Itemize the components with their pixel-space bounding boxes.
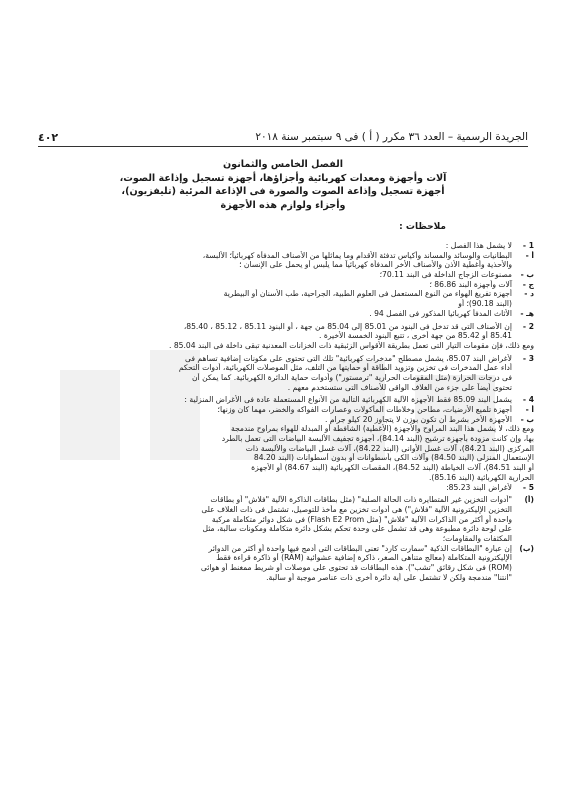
- note-text: الإستعمال المنزلى (البند 84.50) وآلات الكى بأسطوانات أو بدون أسطوانات (البند 84.20: [253, 453, 534, 463]
- note-marker: (ب): [519, 543, 534, 553]
- note-line: [34, 553, 534, 563]
- header-divider: [38, 146, 528, 147]
- note-text: لا يشمل هذا الفصل :: [445, 241, 512, 250]
- page-header: [38, 131, 528, 145]
- note-text: بها، وإن كانت مزودة بأجهزة ترشيح (البند 84.14)، أجهزة تجفيف الألبسة البياضات التى تعمل بالطرد: [221, 434, 534, 444]
- note-line: [34, 280, 534, 290]
- note-text: لأغراض البند 85.07، يشمل مصطلح "مدخرات كهربائية" تلك التى تحتوى على مكونات إضافية تساهم فى: [185, 353, 512, 363]
- note-line: [34, 289, 534, 299]
- note-line: [34, 299, 534, 309]
- note-line: [34, 444, 534, 454]
- note-marker: 2 -: [522, 321, 534, 331]
- note-text: أو البند 84.51)، آلات الخياطة (البند 84.52)، المقصات الكهربائية (البند 84.67) أو الأجهزة: [251, 463, 534, 473]
- chapter-number: الفصل الخامس والثمانون: [222, 159, 343, 170]
- note-text: على لوحة دائرة مطبوعة وهى قد تشمل على وحدة تحكم بشكل دائرة متكاملة ومكونات سالبة، مثل: [202, 524, 512, 534]
- note-text: واحدة أو أكثر من الذاكرات الآلية "فلاش" (مثل Flash E2 Prom) فى شكل دوائر متكاملة مركبة: [211, 514, 512, 524]
- note-line: [34, 341, 534, 351]
- note-line: [34, 331, 534, 341]
- chapter-title-line-2: أجهزة تسجيل وإذاعة الصوت والصورة فى الإذاعة المرئية (تليفزيون)،: [121, 186, 445, 198]
- note-text: المركزى (البند 84.21)، آلات غسل الأوانى (البند 84.22)، آلات غسل البياضات والألبسة ذات: [245, 443, 534, 453]
- note-marker: 4 -: [522, 395, 534, 405]
- note-line: [34, 424, 534, 434]
- page-number: ٤٠٢: [38, 131, 59, 144]
- note-line: [34, 322, 534, 332]
- note-text: ومع ذلك، فإن مقومات التيار التى تعمل بطريقة الأقواس الزئبقية ذات الخزانات المعدنية تبقى داخلة فى البند 85.04 .: [168, 340, 534, 350]
- note-line: [34, 544, 534, 554]
- note-marker: د -: [524, 289, 534, 299]
- note-line: [34, 405, 534, 415]
- note-text: (البند 90.18)؛ أو: [458, 299, 512, 309]
- note-text: مصنوعات الزجاج الداخلة فى البند 70.11؛: [379, 270, 512, 280]
- note-text: أجهزة تلميع الأرضيات، مطاحن وخلاطات المأكولات وعصارات الفواكه والخضر، مهما كان وزنها؛: [217, 405, 512, 414]
- note-line: [34, 505, 534, 515]
- note-text: لأغراض البند 85.23:: [446, 482, 512, 492]
- note-text: أجهزة تفريغ الهواء من النوع المستعمل فى العلوم الطبية، الجراحية، طب الأسنان أو البيطرية: [223, 289, 512, 299]
- note-line: [34, 354, 534, 364]
- notes-body: [34, 241, 534, 582]
- gazette-title: الجريدة الرسمية – العدد ٣٦ مكرر ( أ ) فى ٩ سبتمبر سنة ٢٠١٨: [255, 131, 528, 143]
- note-text: البطانيات والوسائد والمساند وأكياس تدفئة الأقدام وما يماثلها من الأصناف المدفأة كهربائياً؛ الألبسة،: [202, 250, 512, 260]
- note-marker: ب -: [520, 270, 534, 280]
- note-text: فى درجات الحرارة (مثل المقومات الحرارية "ترمستور") وأدوات حماية الدائرة الكهربائية. كما يمكن أن: [191, 372, 512, 382]
- note-text: ومع ذلك، لا يشمل هذا البند المراوح والأجهزة (الأغطية) الشافطة أو المبدلة للهواء بمراوح مندمجة: [230, 424, 534, 434]
- note-line: [34, 415, 534, 425]
- note-marker: ج -: [522, 279, 534, 289]
- note-line: [34, 270, 534, 280]
- note-text: والأحذية وأغطية الأذن والأصناف الأخر المدفأة كهربائياً مما يلبس أو يحمل على الإنسان ؛: [239, 260, 512, 270]
- note-line: [34, 483, 534, 493]
- note-text: يشمل البند 85.09 فقط الأجهزة الآلية الكهربائية التالية من الأنواع المستعملة عادة فى الأغراض المنزلية :: [184, 395, 512, 405]
- note-text: الأجهزة الأخر بشرط أن تكون بوزن لا يتجاوز 20 كيلو جرام .: [325, 414, 512, 424]
- note-text: إن الأصناف التى قد تدخل فى البنود من 85.01 إلى 85.04 من جهة ، أو البنود 85.11 ، 85.12 ، 85.40،: [183, 321, 512, 331]
- note-line: [34, 260, 534, 270]
- note-line: [34, 463, 534, 473]
- note-text: إن عبارة "البطاقات الذكية "سمارت كارد" تعنى البطاقات التى أدمج فيها واحدة أو أكثر من الدوائر: [208, 543, 512, 553]
- note-line: [34, 395, 534, 405]
- note-line: [34, 515, 534, 525]
- note-line: [34, 534, 534, 544]
- note-text: 85.41 أو 85.42 من جهة أخرى ، تتبع البنود الخمسة الأخيرة .: [319, 331, 512, 341]
- note-text: تحتوى أيضاً على جزء من الغلاف الواقى للأصناف التى ستستخدم معهم .: [287, 382, 512, 392]
- note-marker: 5 -: [522, 482, 534, 492]
- note-line: [34, 363, 534, 373]
- note-line: [34, 453, 534, 463]
- note-text: الأثاث المدفأ كهربائيا المذكور فى الفصل 94 .: [369, 308, 512, 318]
- note-marker: أ -: [525, 405, 534, 414]
- note-line: [34, 383, 534, 393]
- note-line: [34, 434, 534, 444]
- chapter-title-line-1: آلات وأجهزة ومعدات كهربائية وأجزاؤها، أجهزة تسجيل وإذاعة الصوت،: [119, 172, 447, 184]
- note-text: المكثفات والمقاومات؛: [442, 533, 512, 543]
- note-line: [34, 309, 534, 319]
- note-line: [34, 495, 534, 505]
- note-line: [34, 251, 534, 261]
- note-text: آلات وأجهزة البند 86.86 ؛: [429, 279, 512, 289]
- note-text: "أدوات التخزين غير المتطايرة ذات الحالة الصلبة" (مثل بطاقات الذاكرة الآلية "فلاش" أو بطاقات: [210, 495, 512, 505]
- note-marker: أ -: [525, 250, 534, 260]
- chapter-heading: [60, 158, 506, 212]
- note-text: الحرارية الكهربائية (البند 85.16).: [428, 472, 534, 482]
- note-line: [34, 241, 534, 251]
- note-marker: 1 -: [522, 241, 534, 250]
- notes-heading: ملاحظات :: [399, 222, 446, 232]
- note-marker: 3 -: [522, 353, 534, 363]
- note-text: (ROM) فى شكل رقائق "تشب"). هذه البطاقات قد تحتوى على موصلات أو شريط ممغنط أو هوائى: [200, 563, 512, 572]
- note-line: [34, 473, 534, 483]
- note-marker: هـ -: [520, 308, 534, 318]
- note-line: [34, 573, 534, 583]
- note-line: [34, 524, 534, 534]
- note-text: "انتنا" مندمجة ولكن لا تشتمل على أية دائرة أخرى ذات عناصر موجبة أو سالبة.: [266, 572, 512, 582]
- note-marker: (أ): [524, 495, 534, 505]
- chapter-title-line-3: وأجزاء ولوازم هذه الأجهزة: [220, 199, 346, 211]
- note-marker: ب -: [520, 414, 534, 424]
- note-line: [34, 563, 534, 573]
- note-text: أداء عمل المدخرات فى تخزين وتزويد الطاقة أو حمايتها من التلف، مثل الموصلات الكهربائية، أدوات التحكم: [178, 363, 512, 373]
- note-text: الإليكترونية المتكاملة (معالج متناهى الصغر، ذاكرة إضافية عشوائية (RAM) أو ذاكرة قراءة فقط: [216, 553, 512, 563]
- note-line: [34, 373, 534, 383]
- note-text: التخزين الإليكترونية الآلية "فلاش") هى أدوات تخزين مع مأخذ للتوصيل، تشتمل فى ذات الغلاف على: [201, 504, 512, 514]
